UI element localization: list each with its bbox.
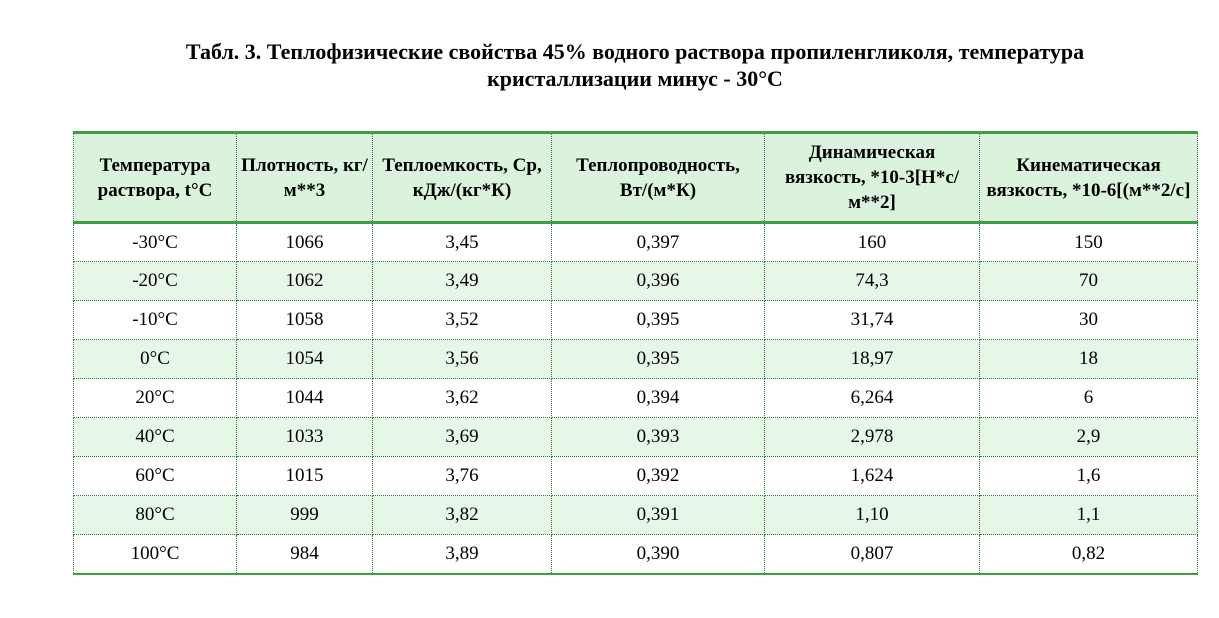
column-header-kinematic-viscosity: Кинематическая вязкость, *10-6[(м**2/с] xyxy=(980,133,1198,223)
cell-thermal-conductivity: 0,393 xyxy=(552,418,765,457)
cell-thermal-conductivity: 0,397 xyxy=(552,223,765,262)
cell-dynamic-viscosity: 18,97 xyxy=(765,340,980,379)
cell-kinematic-viscosity: 70 xyxy=(980,262,1198,301)
cell-temperature: -30°С xyxy=(74,223,237,262)
cell-dynamic-viscosity: 160 xyxy=(765,223,980,262)
cell-heat-capacity: 3,82 xyxy=(373,496,552,535)
cell-density: 1058 xyxy=(237,301,373,340)
cell-thermal-conductivity: 0,392 xyxy=(552,457,765,496)
cell-density: 1066 xyxy=(237,223,373,262)
column-header-heat-capacity: Теплоемкость, Ср, кДж/(кг*К) xyxy=(373,133,552,223)
table-row xyxy=(74,418,1198,457)
cell-thermal-conductivity: 0,390 xyxy=(552,535,765,574)
cell-kinematic-viscosity: 30 xyxy=(980,301,1198,340)
cell-density: 984 xyxy=(237,535,373,574)
cell-temperature: 100°С xyxy=(74,535,237,574)
cell-density: 1033 xyxy=(237,418,373,457)
column-header-dynamic-viscosity: Динамическая вязкость, *10-3[Н*с/м**2] xyxy=(765,133,980,223)
cell-dynamic-viscosity: 1,624 xyxy=(765,457,980,496)
cell-temperature: 60°С xyxy=(74,457,237,496)
table-row xyxy=(74,223,1198,262)
cell-thermal-conductivity: 0,395 xyxy=(552,301,765,340)
cell-temperature: 20°С xyxy=(74,379,237,418)
cell-thermal-conductivity: 0,394 xyxy=(552,379,765,418)
column-header-density: Плотность, кг/м**3 xyxy=(237,133,373,223)
cell-thermal-conductivity: 0,396 xyxy=(552,262,765,301)
cell-heat-capacity: 3,49 xyxy=(373,262,552,301)
cell-temperature: 0°С xyxy=(74,340,237,379)
cell-temperature: 80°С xyxy=(74,496,237,535)
cell-heat-capacity: 3,62 xyxy=(373,379,552,418)
cell-heat-capacity: 3,69 xyxy=(373,418,552,457)
cell-kinematic-viscosity: 6 xyxy=(980,379,1198,418)
table-row xyxy=(74,340,1198,379)
cell-density: 1015 xyxy=(237,457,373,496)
table-row xyxy=(74,379,1198,418)
cell-temperature: -20°С xyxy=(74,262,237,301)
table-row xyxy=(74,262,1198,301)
cell-dynamic-viscosity: 6,264 xyxy=(765,379,980,418)
column-header-temperature: Температура раствора, t°С xyxy=(74,133,237,223)
table-caption xyxy=(60,38,1210,92)
table-body xyxy=(74,223,1198,574)
table-row xyxy=(74,535,1198,574)
cell-dynamic-viscosity: 1,10 xyxy=(765,496,980,535)
cell-heat-capacity: 3,52 xyxy=(373,301,552,340)
table-header xyxy=(74,133,1198,223)
header-row xyxy=(74,133,1198,223)
table-row xyxy=(74,496,1198,535)
cell-temperature: 40°С xyxy=(74,418,237,457)
cell-heat-capacity: 3,45 xyxy=(373,223,552,262)
cell-dynamic-viscosity: 31,74 xyxy=(765,301,980,340)
cell-temperature: -10°С xyxy=(74,301,237,340)
table-caption-line-1: Табл. 3. Теплофизические свойства 45% водного раствора пропиленгликоля, температура xyxy=(185,39,1085,64)
cell-kinematic-viscosity: 150 xyxy=(980,223,1198,262)
cell-density: 1054 xyxy=(237,340,373,379)
table-row xyxy=(74,301,1198,340)
cell-dynamic-viscosity: 0,807 xyxy=(765,535,980,574)
cell-kinematic-viscosity: 1,6 xyxy=(980,457,1198,496)
cell-thermal-conductivity: 0,395 xyxy=(552,340,765,379)
cell-kinematic-viscosity: 18 xyxy=(980,340,1198,379)
cell-heat-capacity: 3,89 xyxy=(373,535,552,574)
cell-density: 1044 xyxy=(237,379,373,418)
cell-thermal-conductivity: 0,391 xyxy=(552,496,765,535)
cell-kinematic-viscosity: 0,82 xyxy=(980,535,1198,574)
cell-heat-capacity: 3,76 xyxy=(373,457,552,496)
cell-dynamic-viscosity: 74,3 xyxy=(765,262,980,301)
cell-kinematic-viscosity: 1,1 xyxy=(980,496,1198,535)
cell-density: 1062 xyxy=(237,262,373,301)
cell-heat-capacity: 3,56 xyxy=(373,340,552,379)
cell-density: 999 xyxy=(237,496,373,535)
cell-dynamic-viscosity: 2,978 xyxy=(765,418,980,457)
cell-kinematic-viscosity: 2,9 xyxy=(980,418,1198,457)
table-row xyxy=(74,457,1198,496)
column-header-thermal-conductivity: Теплопроводность, Вт/(м*К) xyxy=(552,133,765,223)
properties-table xyxy=(73,131,1198,575)
table-caption-line-2: кристаллизации минус - 30°С xyxy=(487,66,783,91)
